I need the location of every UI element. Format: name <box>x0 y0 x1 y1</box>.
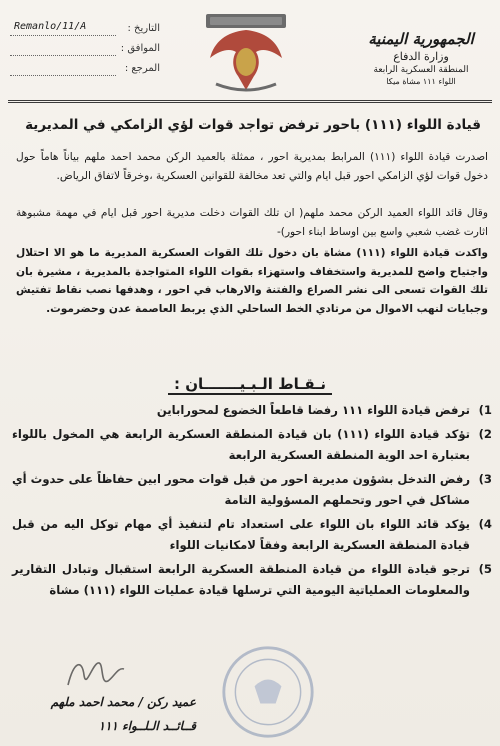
reference-label: المرجع : <box>124 62 160 74</box>
points-heading <box>0 375 500 393</box>
reference-row <box>10 58 160 78</box>
date-value: Remanlo/11/A <box>10 21 116 36</box>
paragraph-text: واكدت قيادة اللواء (١١١) مشاة بان دخول تلك القوات العسكرية المديرية ما هو الا احتلال واجتياح واضح للمديرية واستخفاف واستهزاء بقوات اللواء المتواجدة بالمديرية ، مشيرة بان تلك القوات تسعى الى نشر الصراع والفتنة والارهاب في احور ، وهدفها نصب نقاط تفتيش وجبايات لنهب الاموال من مرتادي الخط الساحلي الذي يربط العاصمة عدن وحضرموت. <box>16 247 488 315</box>
signatory-role: قــائــد الـلــواء ١١١ <box>98 719 196 733</box>
header-divider <box>8 100 492 103</box>
point-item <box>12 514 492 556</box>
point-number: 4) <box>478 517 492 531</box>
paragraph-text: اصدرت قيادة اللواء (١١١) المرابط بمديرية احور ، ممثلة بالعميد الركن محمد احمد ملهم بياناً هاماً حول دخول قوات لؤي الزامكي احور قبل ايام والتي تعد مخالفة للقوانين العسكرية ،وخرقاً لاتفاق الرياض. <box>16 151 489 182</box>
corresponding-label: الموافق : <box>120 42 160 54</box>
official-stamp-icon <box>220 644 316 740</box>
point-number: 1) <box>478 403 492 417</box>
statement-points <box>12 400 492 604</box>
letterhead-line-4: اللواء ١١١ مشاة ميكا <box>386 77 456 86</box>
date-row <box>10 18 160 38</box>
signatory-name: عميد ركن / محمد احمد ملهم <box>50 695 196 709</box>
signature-block <box>16 690 196 738</box>
paragraph-text: وقال قائد اللواء العميد الركن محمد ملهم( ان تلك القوات دخلت مديرية احور قبل ايام في مهمة مشبوهة اثارت غضب شعبي واسع بين اوساط ابناء احور)- <box>16 207 488 238</box>
point-text: تؤكد قيادة اللواء (١١١) بان قيادة المنطقة العسكرية الرابعة هي المخول باللواء بعتبارة احد الوية المنطقة العسكرية الرابعة <box>12 427 470 462</box>
statement-paragraph-2 <box>16 204 488 241</box>
point-text: ترفض قيادة اللواء ١١١ رفضا قاطعاً الخضوع لمحوراباين <box>156 403 470 417</box>
corresponding-value <box>10 41 116 56</box>
letterhead <box>356 30 486 86</box>
handwritten-signature-icon <box>60 655 130 695</box>
corresponding-row <box>10 38 160 58</box>
point-number: 2) <box>478 427 492 441</box>
point-text: يؤكد قائد اللواء بان اللواء على استعداد تام لتنفيذ أي مهام توكل اليه من قبل قيادة المنطقة العسكرية الرابعة وفقاً لامكانيات اللواء <box>12 517 470 552</box>
point-item <box>12 400 492 421</box>
eagle-emblem-icon <box>196 6 296 96</box>
point-text: ترجو قيادة اللواء من قيادة المنطقة العسكرية الرابعة استقبال وتبادل التقارير والمعلومات العملياتية اليومية التي ترسلها قيادة عمليات اللواء (١١١) مشاة <box>12 562 470 597</box>
point-item <box>12 424 492 466</box>
point-number: 5) <box>478 562 492 576</box>
reference-fields <box>10 18 160 78</box>
points-heading-text: نـقـاط الـبـيـــــــان : <box>168 375 332 395</box>
reference-value <box>10 61 116 76</box>
letterhead-line-2: وزارة الدفاع <box>393 50 449 63</box>
point-item <box>12 469 492 511</box>
point-item <box>12 559 492 601</box>
letterhead-line-3: المنطقة العسكرية الرابعة <box>373 65 469 75</box>
date-label: التاريخ : <box>127 22 160 34</box>
statement-paragraph-3 <box>16 244 488 318</box>
document-title: قيادة اللواء (١١١) باحور ترفض تواجد قوات لؤي الزامكي في المديرية <box>25 117 481 133</box>
point-text: رفض التدخل بشؤون مديرية احور من قبل قوات محور ابين حفاظاً على حدوث أي مشاكل في احور وتحملهم المسؤولية التامة <box>12 472 470 507</box>
statement-paragraph-1 <box>16 148 488 185</box>
letterhead-line-1: الجمهورية اليمنية <box>368 30 474 48</box>
point-number: 3) <box>478 472 492 486</box>
